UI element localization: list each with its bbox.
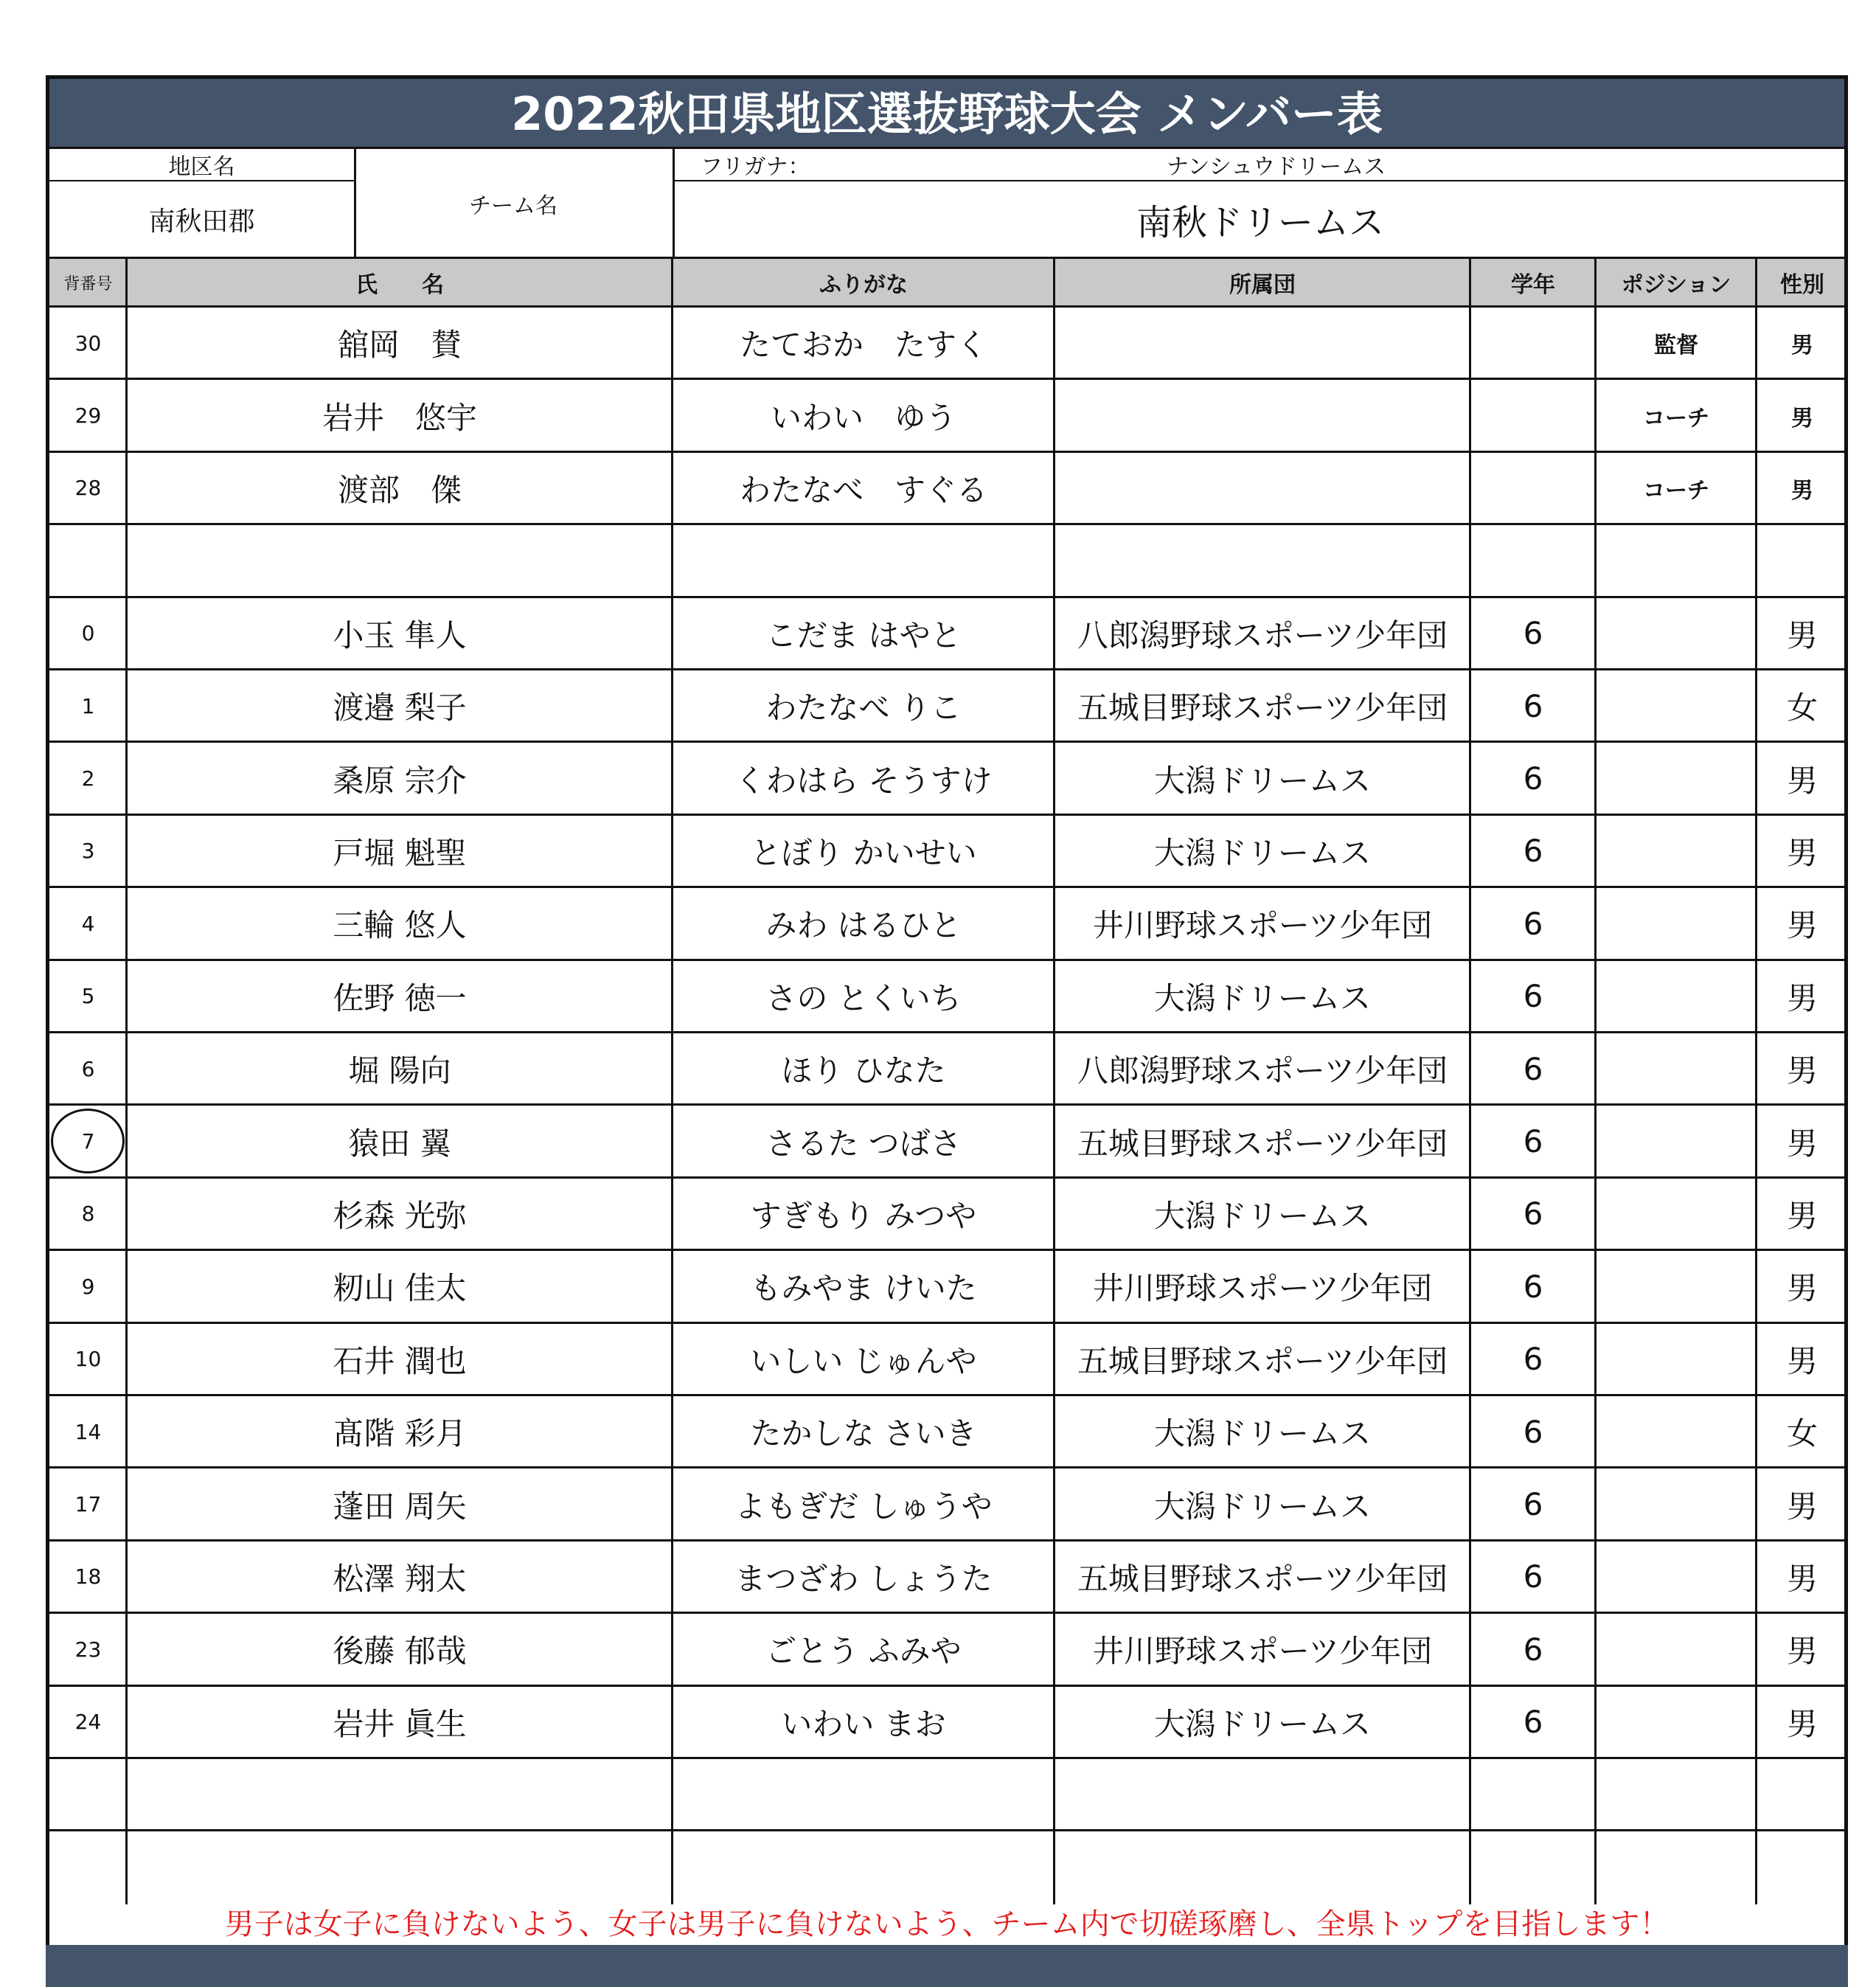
cell-position: [1596, 742, 1757, 814]
cell-kana: [673, 1758, 1055, 1831]
cell-grade: 6: [1523, 615, 1543, 652]
cell-grade: 6: [1523, 1558, 1543, 1595]
cell-name: 戸堀 魁聖: [333, 834, 467, 871]
cell-gender: 男: [1786, 1197, 1818, 1234]
cell-grade: 6: [1523, 1704, 1543, 1741]
cell-number: 18: [74, 1564, 102, 1589]
cell-team: [1055, 379, 1470, 451]
cell-position: [1596, 524, 1757, 597]
cell-number: 5: [81, 984, 95, 1009]
cell-team: [1055, 452, 1470, 524]
cell-gender: 男: [1791, 333, 1813, 359]
district-value: 南秋田郡: [148, 206, 255, 237]
cell-gender: 女: [1786, 1415, 1818, 1452]
cell-gender: 男: [1786, 617, 1818, 653]
furigana-value: ナンシュウドリームス: [1167, 154, 1386, 180]
cell-kana: わたなべ すぐる: [739, 471, 987, 508]
cell-number: 3: [81, 839, 95, 864]
cell-grade: 6: [1523, 1341, 1543, 1378]
circled-number-marker: [51, 1109, 125, 1173]
cell-team: 五城目野球スポーツ少年団: [1077, 1560, 1448, 1597]
header-number: 背番号: [63, 274, 113, 294]
cell-team: 五城目野球スポーツ少年団: [1077, 690, 1448, 727]
cell-position: [1596, 597, 1757, 670]
cell-gender: [1757, 524, 1848, 597]
cell-kana: [673, 524, 1055, 597]
cell-number: 7: [81, 1129, 95, 1154]
cell-kana: くわはら そうすけ: [734, 762, 993, 799]
member-sheet: [46, 75, 1848, 1983]
cell-name: 三輪 悠人: [333, 907, 467, 944]
cell-team: 五城目野球スポーツ少年団: [1077, 1342, 1448, 1379]
cell-position: [1596, 1250, 1757, 1322]
cell-name: 後藤 郁哉: [333, 1633, 467, 1670]
cell-kana: さの とくいち: [765, 979, 962, 1016]
cell-team: 大潟ドリームス: [1153, 1705, 1371, 1742]
cell-grade: 6: [1523, 1123, 1543, 1160]
cell-name: 松澤 翔太: [333, 1560, 467, 1597]
cell-position: [1596, 1541, 1757, 1613]
cell-gender: 男: [1786, 1488, 1818, 1525]
cell-name: 髙階 彩月: [333, 1415, 467, 1452]
cell-position: [1596, 1395, 1757, 1468]
cell-team: 大潟ドリームス: [1153, 762, 1371, 799]
cell-number: 0: [81, 621, 95, 646]
cell-number: [49, 524, 127, 597]
team-name-label: チーム名: [469, 193, 557, 219]
cell-kana: すぎもり みつや: [750, 1197, 977, 1234]
cell-grade: [1470, 1758, 1596, 1831]
cell-kana: こだま はやと: [765, 617, 962, 653]
header-grade: 学年: [1511, 272, 1555, 298]
cell-team: 大潟ドリームス: [1153, 1488, 1371, 1525]
cell-position: [1596, 1613, 1757, 1685]
cell-number: [49, 1758, 127, 1831]
cell-team: [1055, 307, 1470, 379]
cell-number: 6: [81, 1056, 95, 1081]
cell-gender: 女: [1786, 690, 1818, 727]
cell-grade: 6: [1523, 1631, 1543, 1668]
cell-team: 五城目野球スポーツ少年団: [1077, 1125, 1448, 1162]
cell-kana: いしい じゅんや: [750, 1342, 977, 1379]
cell-grade: 6: [1523, 687, 1543, 724]
cell-gender: 男: [1786, 1560, 1818, 1597]
sheet-title: 2022秋田県地区選抜野球大会 メンバー表: [49, 79, 1844, 149]
header-kana: ふりがな: [819, 272, 908, 298]
cell-name: [127, 524, 673, 597]
cell-position: [1596, 670, 1757, 742]
header-gender: 性別: [1780, 272, 1824, 298]
cell-name: 佐野 徳一: [333, 979, 467, 1016]
cell-kana: さるた つばさ: [765, 1125, 962, 1162]
header-position: ポジション: [1621, 272, 1731, 298]
cell-name: 杉森 光弥: [333, 1197, 467, 1234]
cell-kana: もみやま けいた: [750, 1270, 977, 1307]
cell-kana: とぼり かいせい: [750, 834, 977, 871]
cell-position: [1596, 1686, 1757, 1758]
bottom-bar: [46, 1945, 1848, 1987]
district-label: 地区名: [168, 154, 235, 180]
cell-gender: 男: [1786, 907, 1818, 944]
cell-name: 猿田 翼: [348, 1125, 451, 1162]
cell-gender: 男: [1786, 834, 1818, 871]
cell-name: 舘岡 賛: [337, 327, 462, 364]
cell-position: [1596, 1033, 1757, 1105]
cell-position: [1596, 1468, 1757, 1540]
header-team: 所属団: [1229, 272, 1296, 298]
cell-position: [1596, 960, 1757, 1033]
cell-number: 23: [74, 1637, 102, 1662]
cell-number: 29: [74, 403, 102, 429]
cell-name: [127, 1758, 673, 1831]
cell-gender: 男: [1786, 979, 1818, 1016]
cell-position: [1596, 1105, 1757, 1177]
cell-position: [1596, 1178, 1757, 1250]
cell-gender: 男: [1786, 1705, 1818, 1742]
cell-kana: まつざわ しょうた: [734, 1560, 993, 1597]
cell-kana: ごとう ふみや: [765, 1633, 962, 1670]
cell-name: 渡邉 梨子: [333, 690, 467, 727]
cell-position: [1596, 887, 1757, 960]
cell-grade: [1470, 452, 1596, 524]
cell-team: 井川野球スポーツ少年団: [1092, 907, 1433, 944]
cell-name: 堀 陽向: [348, 1053, 451, 1089]
cell-grade: 6: [1523, 1413, 1543, 1450]
cell-position: コーチ: [1643, 477, 1709, 504]
cell-name: 小玉 隼人: [333, 617, 467, 653]
cell-position: 監督: [1654, 333, 1698, 359]
cell-grade: [1470, 379, 1596, 451]
cell-gender: [1757, 1758, 1848, 1831]
cell-number: 17: [74, 1492, 102, 1517]
cell-team: 井川野球スポーツ少年団: [1092, 1270, 1433, 1307]
cell-number: 28: [74, 476, 102, 501]
cell-team: 大潟ドリームス: [1153, 1197, 1371, 1234]
cell-team: 八郎潟野球スポーツ少年団: [1077, 617, 1448, 653]
cell-kana: いわい ゆう: [770, 399, 956, 436]
cell-kana: たておか たすく: [739, 327, 987, 364]
cell-grade: [1470, 307, 1596, 379]
cell-kana: わたなべ りこ: [765, 690, 962, 727]
cell-kana: いわい まお: [781, 1705, 946, 1742]
cell-team: 大潟ドリームス: [1153, 834, 1371, 871]
cell-gender: 男: [1786, 1053, 1818, 1089]
cell-kana: よもぎだ しゅうや: [734, 1488, 993, 1525]
cell-gender: 男: [1786, 1270, 1818, 1307]
cell-team: 井川野球スポーツ少年団: [1092, 1633, 1433, 1670]
footer-message: 男子は女子に負けないよう、女子は男子に負けないよう、チーム内で切磋琢磨し、全県トップを目指します！: [224, 1907, 1670, 1941]
furigana-label: フリガナ：: [701, 154, 810, 180]
header-name: 氏 名: [355, 272, 444, 298]
cell-name: 石井 潤也: [333, 1342, 467, 1379]
cell-grade: 6: [1523, 1486, 1543, 1523]
cell-team: 大潟ドリームス: [1153, 1415, 1371, 1452]
cell-number: 2: [81, 766, 95, 791]
cell-team: 八郎潟野球スポーツ少年団: [1077, 1053, 1448, 1089]
cell-kana: ほり ひなた: [781, 1053, 946, 1089]
cell-name: 岩井 悠宇: [322, 399, 477, 436]
cell-name: 籾山 佳太: [333, 1270, 467, 1307]
cell-kana: みわ はるひと: [765, 907, 962, 944]
cell-team: [1055, 524, 1470, 597]
cell-gender: 男: [1791, 405, 1813, 431]
cell-position: [1596, 1758, 1757, 1831]
cell-gender: 男: [1786, 762, 1818, 799]
cell-number: 4: [81, 911, 95, 936]
cell-gender: 男: [1786, 1125, 1818, 1162]
cell-number: 24: [74, 1710, 102, 1735]
cell-grade: 6: [1523, 760, 1543, 797]
cell-position: コーチ: [1643, 405, 1709, 431]
cell-position: [1596, 1323, 1757, 1395]
cell-number: 8: [81, 1201, 95, 1227]
cell-grade: 6: [1523, 1196, 1543, 1232]
cell-name: 渡部 傑: [337, 471, 462, 508]
team-name-value: 南秋ドリームス: [1136, 201, 1384, 243]
cell-kana: たかしな さいき: [750, 1415, 977, 1452]
cell-name: 蓬田 周矢: [333, 1488, 467, 1525]
cell-gender: 男: [1786, 1342, 1818, 1379]
cell-gender: 男: [1786, 1633, 1818, 1670]
cell-team: [1055, 1758, 1470, 1831]
cell-grade: 6: [1523, 1268, 1543, 1305]
cell-grade: 6: [1523, 1050, 1543, 1087]
cell-position: [1596, 815, 1757, 887]
cell-grade: 6: [1523, 978, 1543, 1015]
cell-number: 30: [74, 330, 102, 356]
cell-grade: 6: [1523, 905, 1543, 942]
cell-gender: 男: [1791, 477, 1813, 504]
cell-grade: 6: [1523, 833, 1543, 870]
cell-number: 9: [81, 1274, 95, 1299]
cell-number: 10: [74, 1347, 102, 1372]
cell-name: 岩井 眞生: [333, 1705, 467, 1742]
cell-name: 桑原 宗介: [333, 762, 467, 799]
cell-number: 14: [74, 1419, 102, 1444]
cell-grade: [1470, 524, 1596, 597]
cell-number: 1: [81, 693, 95, 718]
cell-team: 大潟ドリームス: [1153, 979, 1371, 1016]
